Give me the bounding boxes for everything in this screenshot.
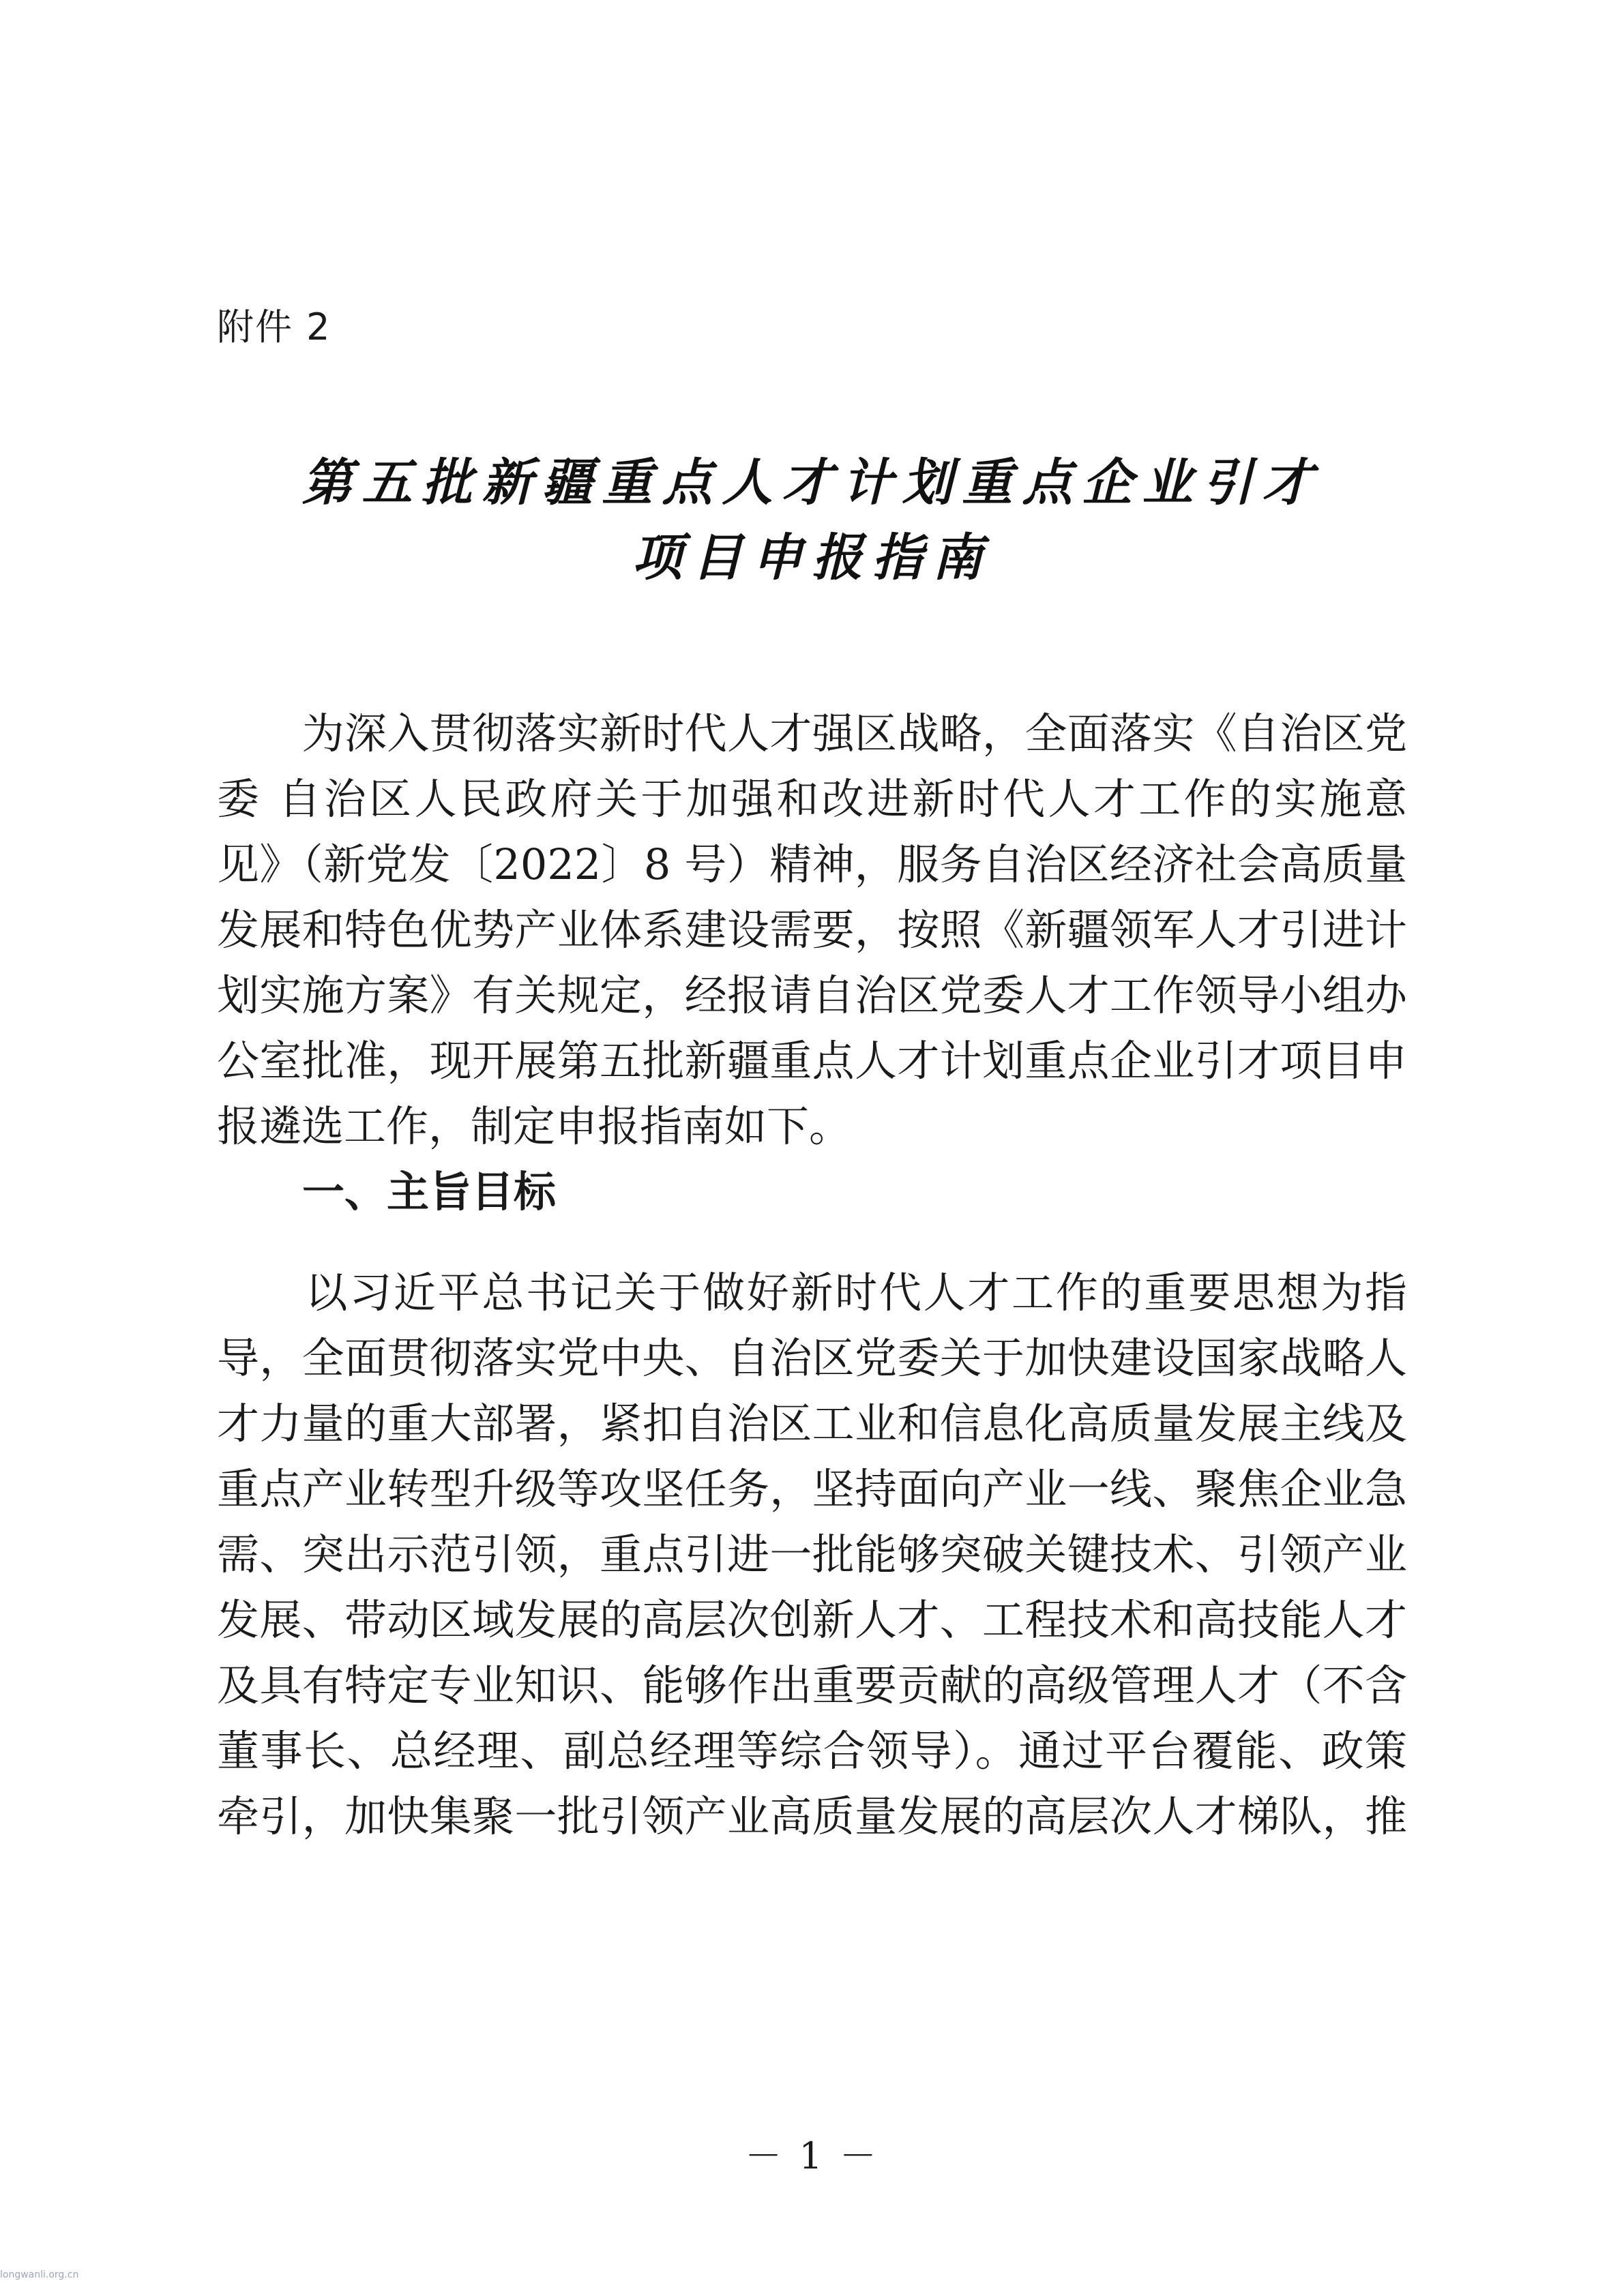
document-title-line-2: 项目申报指南	[632, 528, 992, 587]
paragraph-1-line: 委 自治区人民政府关于加强和改进新时代人才工作的实施意	[217, 774, 1407, 824]
paragraph-2-line: 才力量的重大部署，紧扣自治区工业和信息化高质量发展主线及	[217, 1399, 1407, 1448]
paragraph-2-line: 董事长、总经理、副总经理等综合领导）。通过平台覆能、政策	[217, 1726, 1407, 1776]
paragraph-2-line: 及具有特定专业知识、能够作出重要贡献的高级管理人才（不含	[217, 1660, 1407, 1710]
paragraph-2-line: 重点产业转型升级等攻坚任务，坚持面向产业一线、聚焦企业急	[217, 1464, 1407, 1514]
section-heading-1: 一、主旨目标	[302, 1167, 557, 1217]
attachment-label: 附件 2	[217, 305, 331, 348]
paragraph-1-line: 报遴选工作，制定申报指南如下。	[217, 1101, 852, 1151]
paragraph-2-line: 导，全面贯彻落实党中央、自治区党委关于加快建设国家战略人	[217, 1333, 1407, 1383]
watermark: longwanli.org.cn	[0, 2269, 79, 2280]
paragraph-1-line: 公室批准，现开展第五批新疆重点人才计划重点企业引才项目申	[217, 1036, 1407, 1086]
paragraph-2-line: 发展、带动区域发展的高层次创新人才、工程技术和高技能人才	[217, 1595, 1407, 1645]
paragraph-2-line: 以习近平总书记关于做好新时代人才工作的重要思想为指	[217, 1268, 1407, 1317]
paragraph-1-line: 为深入贯彻落实新时代人才强区战略，全面落实《自治区党	[217, 709, 1407, 758]
paragraph-1-line: 发展和特色优势产业体系建设需要，按照《新疆领军人才引进计	[217, 905, 1407, 955]
paragraph-2-line: 牵引，加快集聚一批引领产业高质量发展的高层次人才梯队，推	[217, 1791, 1407, 1841]
paragraph-1-line: 划实施方案》有关规定，经报请自治区党委人才工作领导小组办	[217, 970, 1407, 1020]
paragraph-1-line: 见》（新党发〔2022〕8 号）精神，服务自治区经济社会高质量	[217, 839, 1407, 889]
document-title-line-1: 第五批新疆重点人才计划重点企业引才	[301, 453, 1323, 512]
page-number: － 1 －	[745, 2134, 879, 2177]
paragraph-2-line: 需、突出示范引领，重点引进一批能够突破关键技术、引领产业	[217, 1530, 1407, 1579]
